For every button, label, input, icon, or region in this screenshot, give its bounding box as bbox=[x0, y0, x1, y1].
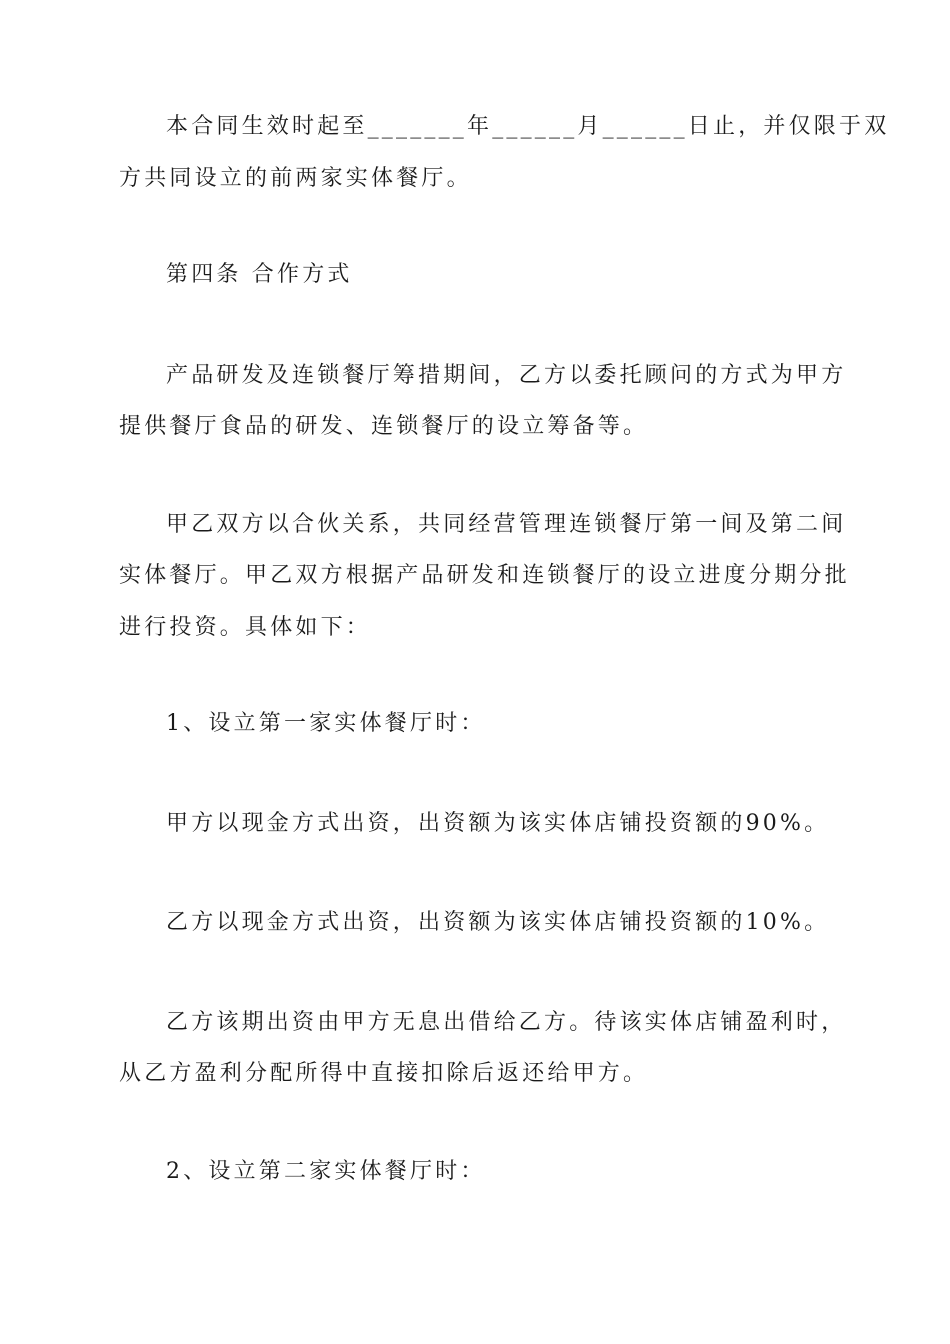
paragraph-line: 乙方以现金方式出资，出资额为该实体店铺投资额的10%。 bbox=[166, 910, 830, 935]
paragraph-line: 方共同设立的前两家实体餐厅。 bbox=[119, 166, 472, 191]
paragraph-line: 产品研发及连锁餐厅筹措期间，乙方以委托顾问的方式为甲方 bbox=[166, 363, 847, 388]
paragraph-line: 乙方该期出资由甲方无息出借给乙方。待该实体店铺盈利时， bbox=[166, 1010, 847, 1035]
list-item-heading: 2、设立第二家实体餐厅时： bbox=[166, 1159, 486, 1184]
paragraph-line: 甲方以现金方式出资，出资额为该实体店铺投资额的90%。 bbox=[166, 811, 830, 836]
paragraph-line: 提供餐厅食品的研发、连锁餐厅的设立筹备等。 bbox=[119, 414, 649, 439]
section-heading: 第四条 合作方式 bbox=[166, 262, 353, 287]
paragraph-line: 本合同生效时起至_______年______月______日止，并仅限于双 bbox=[166, 114, 890, 139]
paragraph-line: 从乙方盈利分配所得中直接扣除后返还给甲方。 bbox=[119, 1061, 649, 1086]
paragraph-line: 甲乙双方以合伙关系，共同经营管理连锁餐厅第一间及第二间 bbox=[166, 512, 847, 537]
list-item-heading: 1、设立第一家实体餐厅时： bbox=[166, 711, 486, 736]
paragraph-line: 进行投资。具体如下： bbox=[119, 615, 372, 640]
paragraph-line: 实体餐厅。甲乙双方根据产品研发和连锁餐厅的设立进度分期分批 bbox=[119, 563, 850, 588]
